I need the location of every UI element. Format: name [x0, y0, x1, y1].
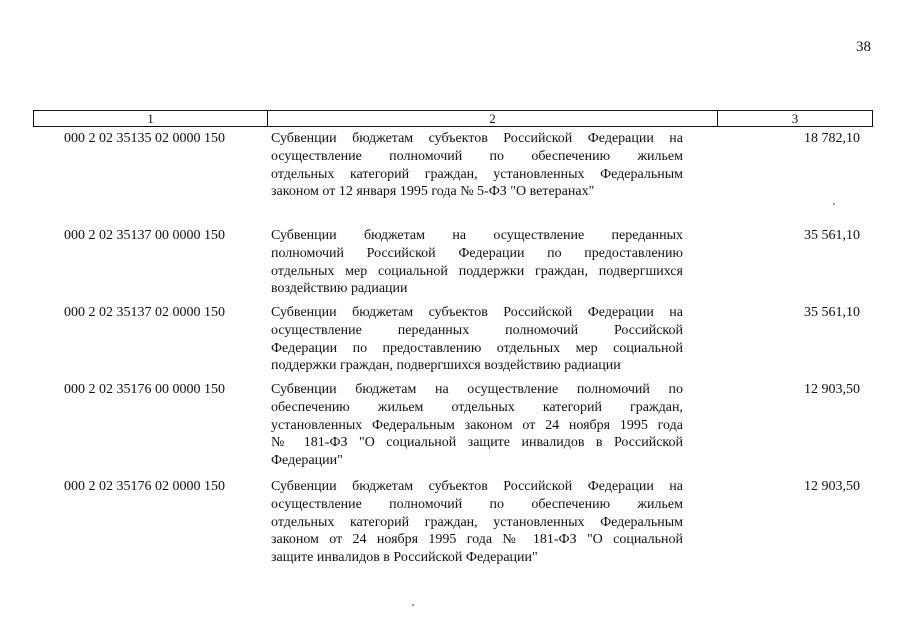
- page-number: 38: [856, 39, 871, 55]
- description-line: Субвенции бюджетам субъектов Российской Федерации на: [271, 131, 683, 146]
- row-description: [271, 381, 683, 470]
- header-col-1: 1: [34, 111, 268, 126]
- scan-speck: [412, 604, 414, 606]
- description-line: законом от 12 января 1995 года № 5-ФЗ "О ветеранах": [271, 184, 595, 200]
- description-line: Субвенции бюджетам субъектов Российской Федерации на: [271, 479, 683, 494]
- description-line: обеспечению жильем отдельных категорий граждан,: [271, 399, 683, 415]
- row-code: 000 2 02 35176 00 0000 150: [64, 382, 225, 397]
- description-line: осуществление переданных полномочий Российской: [271, 322, 683, 338]
- description-line: полномочий Российской Федерации по предоставлению: [271, 245, 683, 261]
- row-description: [271, 304, 683, 375]
- description-line: установленных Федеральным законом от 24 ноября 1995 года: [271, 417, 683, 433]
- description-line: законом от 24 ноября 1995 года № 181-ФЗ "О социальной: [271, 532, 683, 548]
- description-line: отдельных категорий граждан, установленных Федеральным: [271, 514, 683, 530]
- scan-speck: [833, 203, 835, 205]
- row-code: 000 2 02 35176 02 0000 150: [64, 479, 225, 494]
- row-description: [271, 227, 683, 298]
- table-header: [33, 110, 873, 127]
- row-code: 000 2 02 35137 00 0000 150: [64, 228, 225, 243]
- description-line: отдельных мер социальной поддержки граждан, подвергшихся: [271, 263, 683, 279]
- row-description: [271, 478, 683, 567]
- row-amount: 35 561,10: [804, 305, 860, 320]
- row-code: 000 2 02 35135 02 0000 150: [64, 131, 225, 146]
- description-line: Федерации по предоставлению отдельных мер социальной: [271, 340, 683, 356]
- description-line: отдельных категорий граждан, установленных Федеральным: [271, 166, 683, 182]
- description-line: Федерации": [271, 453, 343, 469]
- header-col-2: 2: [268, 111, 718, 126]
- header-col-3: 3: [791, 111, 799, 126]
- row-description: [271, 130, 683, 201]
- description-line: осуществление полномочий по обеспечению жильем: [271, 148, 683, 164]
- description-line: Субвенции бюджетам на осуществление переданных: [271, 228, 683, 243]
- row-amount: 12 903,50: [804, 382, 860, 397]
- description-line: воздействию радиации: [271, 281, 408, 297]
- row-code: 000 2 02 35137 02 0000 150: [64, 305, 225, 320]
- row-amount: 12 903,50: [804, 479, 860, 494]
- description-line: осуществление полномочий по обеспечению жильем: [271, 496, 683, 512]
- description-line: поддержки граждан, подвергшихся воздействию радиации: [271, 358, 621, 374]
- row-amount: 35 561,10: [804, 228, 860, 243]
- row-amount: 18 782,10: [804, 131, 860, 146]
- description-line: Субвенции бюджетам субъектов Российской Федерации на: [271, 305, 683, 320]
- description-line: защите инвалидов в Российской Федерации": [271, 550, 538, 566]
- description-line: Субвенции бюджетам на осуществление полномочий по: [271, 382, 683, 397]
- description-line: № 181-ФЗ "О социальной защите инвалидов в Российской: [271, 435, 683, 451]
